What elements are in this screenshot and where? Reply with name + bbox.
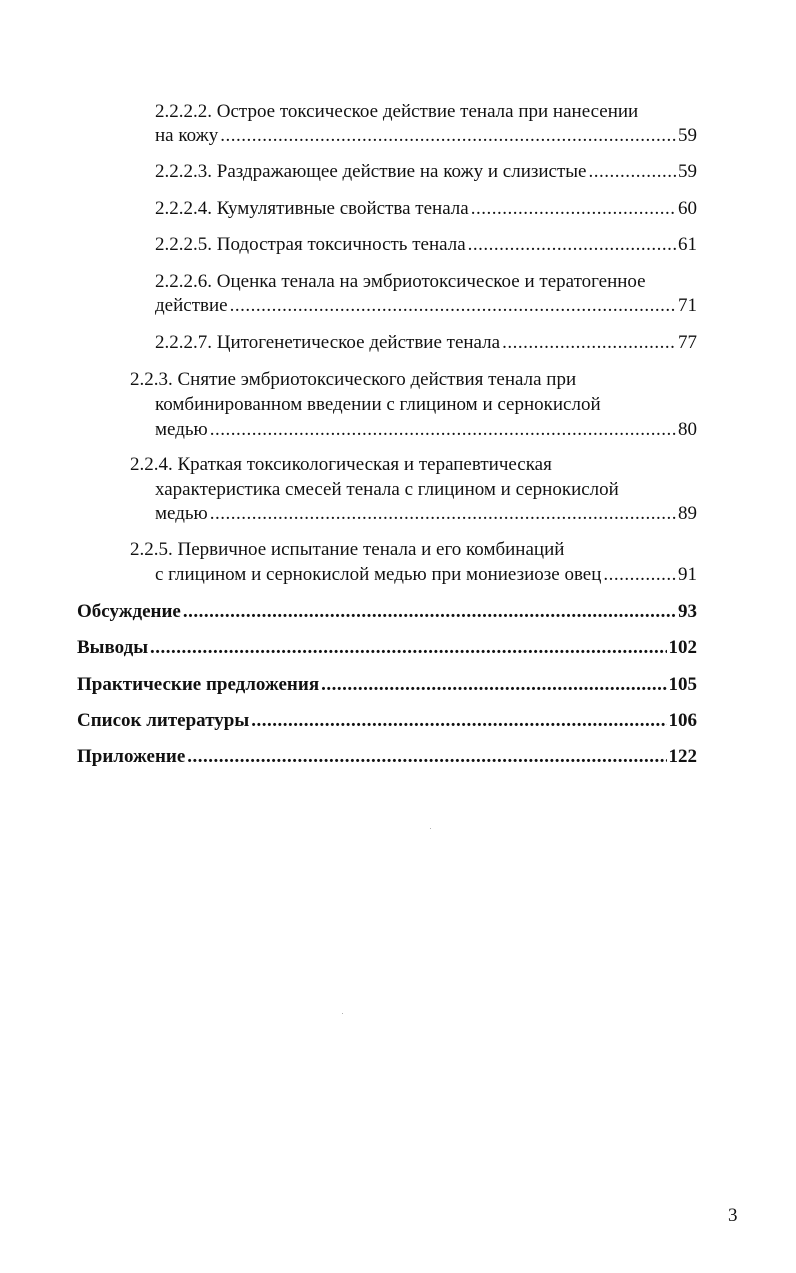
dot-leader [210,502,676,526]
toc-entry-text: действие [155,295,228,316]
toc-entry-text: 2.2.2.3. Раздражающее действие на кожу и слизистые [155,161,587,182]
toc-entry-2-2-2-2-line1: 2.2.2.2. Острое токсическое действие тенала при нанесении [155,101,639,122]
toc-page-number: 122 [668,746,697,767]
toc-entry-2-2-3 [155,418,697,442]
toc-entry-2-2-5 [155,563,697,587]
toc-entry-text: 2.2.2.5. Подострая токсичность тенала [155,234,466,255]
toc-entry-2-2-4-line2: характеристика смесей тенала с глицином и сернокислой [155,479,619,500]
page-number: 3 [728,1205,738,1226]
toc-entry-2-2-2-3 [155,160,697,184]
toc-entry-text: медью [155,419,208,440]
toc-entry-text: Приложение [77,746,186,767]
dot-leader [230,294,676,318]
dot-leader [502,331,676,355]
toc-entry-appendix [77,745,697,769]
toc-page-number: 77 [678,332,697,353]
toc-page-number: 93 [678,601,697,622]
toc-page-number: 80 [678,419,697,440]
toc-entry-text: с глицином и сернокислой медью при мониезиозе овец [155,564,602,585]
toc-page-number: 59 [678,125,697,146]
toc-entry-2-2-3-line1: 2.2.3. Снятие эмбриотоксического действия тенала при [130,369,577,390]
toc-entry-2-2-3-line2: комбинированном введении с глицином и сернокислой [155,394,601,415]
toc-entry-text: 2.2.2.4. Кумулятивные свойства тенала [155,198,469,219]
toc-page-number: 105 [668,674,697,695]
dot-leader [220,124,676,148]
scan-speck [430,828,431,829]
toc-page-number: 61 [678,234,697,255]
toc-page-number: 71 [678,295,697,316]
toc-entry-practical-proposals [77,673,697,697]
toc-page-number: 59 [678,161,697,182]
dot-leader [183,600,676,624]
toc-page-number: 89 [678,503,697,524]
toc-page-number: 60 [678,198,697,219]
toc-entry-2-2-2-4 [155,197,697,221]
toc-entry-2-2-4 [155,502,697,526]
scan-speck [342,1013,343,1014]
toc-entry-conclusions [77,636,697,660]
toc-entry-references [77,709,697,733]
toc-entry-2-2-5-line1: 2.2.5. Первичное испытание тенала и его комбинаций [130,539,565,560]
dot-leader [210,418,676,442]
dot-leader [588,160,676,184]
toc-page-number: 102 [668,637,697,658]
toc-entry-2-2-2-5 [155,233,697,257]
toc-entry-text: Практические предложения [77,674,320,695]
dot-leader [321,673,666,697]
toc-entry-2-2-4-line1: 2.2.4. Краткая токсикологическая и терапевтическая [130,454,552,475]
toc-entry-2-2-2-6 [155,294,697,318]
toc-entry-text: 2.2.2.7. Цитогенетическое действие тенала [155,332,501,353]
dot-leader [468,233,676,257]
toc-entry-text: Обсуждение [77,601,181,622]
toc-entry-2-2-2-7 [155,331,697,355]
toc-page-number: 91 [678,564,697,585]
toc-entry-discussion [77,600,697,624]
dot-leader [603,563,676,587]
dot-leader [150,636,666,660]
dot-leader [187,745,666,769]
dot-leader [251,709,666,733]
toc-entry-2-2-2-2 [155,124,697,148]
toc-page-number: 106 [668,710,697,731]
toc-entry-2-2-2-6-line1: 2.2.2.6. Оценка тенала на эмбриотоксическое и тератогенное [155,271,646,292]
toc-entry-text: на кожу [155,125,219,146]
toc-entry-text: Выводы [77,637,149,658]
dot-leader [471,197,676,221]
toc-entry-text: Список литературы [77,710,250,731]
toc-entry-text: медью [155,503,208,524]
